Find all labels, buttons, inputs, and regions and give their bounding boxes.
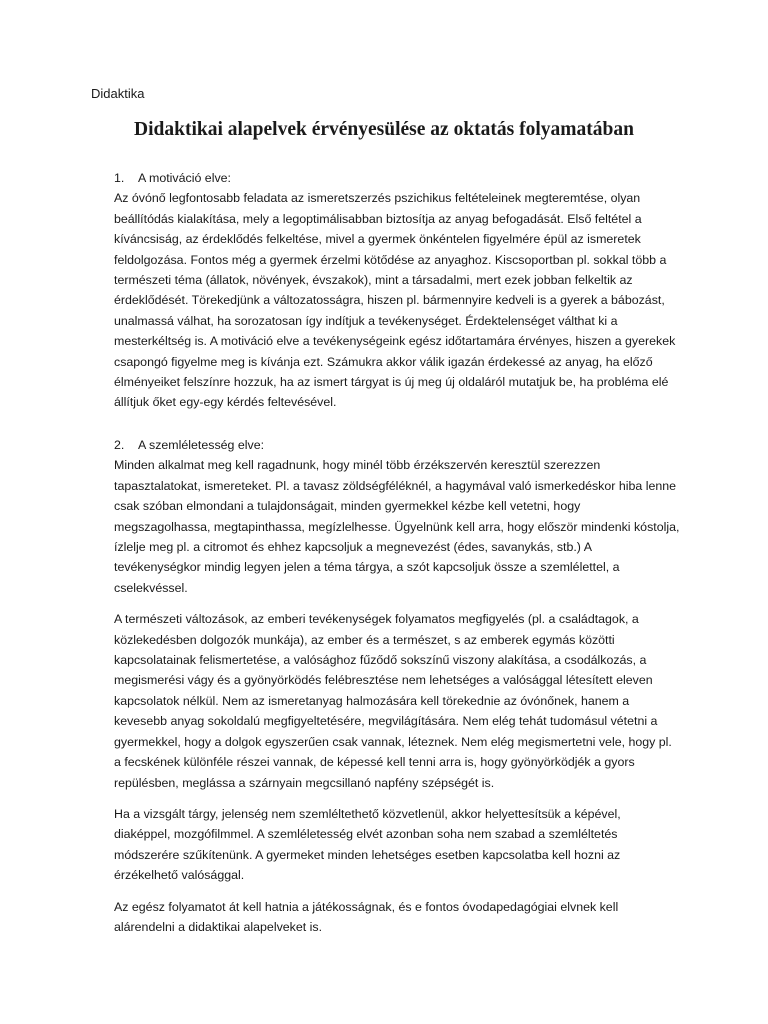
section-number: 2. — [114, 438, 125, 452]
section-title: A szemléletesség elve: — [138, 438, 265, 452]
section-number: 1. — [114, 171, 125, 185]
subject-label: Didaktika — [91, 86, 145, 101]
section-visualization — [114, 435, 680, 937]
paragraph: A természeti változások, az emberi tevékenységek folyamatos megfigyelés (pl. a családtagok, a közlekedésben dolgozók munkája), az ember és a természet, s az emberek egymás közötti kapcsolatainak felismertetése, a valósághoz fűződő sokszínű viszony alakítása, a csodálkozás, a megismerési vágy és a gyönyörködés felébresztése nem lehetséges a valósággal létesített eleven kapcsolatok nélkül. Nem az ismeretanyag halmozására kell törekednie az óvónőnek, hanem a kevesebb anyag sokoldalú megfigyeltetésére, megvilágítására. Nem elég tehát tudomásul vétetni a gyermekkel, hogy a dolgok egyszerűen csak vannak, léteznek. Nem elég megismertetni vele, hogy pl. a fecskének különféle részei vannak, de képessé kell tenni arra is, hogy gyönyörködjék a gyors repülésben, meglássa a szárnyain megcsillanó napfény szépségét is. — [114, 612, 672, 790]
section-motivation — [114, 168, 680, 413]
paragraph: Az egész folyamatot át kell hatnia a játékosságnak, és e fontos óvodapedagógiai elvnek kell alárendelni a didaktikai alapelveket is. — [114, 899, 619, 934]
paragraph: Minden alkalmat meg kell ragadnunk, hogy minél több érzékszervén keresztül szerezzen tapasztalatokat, ismereteket. Pl. a tavasz zöldségféléknél, a hagymával való ismerkedéskor hiba lenne csak szóban elmondani a tulajdonságait, minden gyermekkel kézbe kell vetetni, hogy megszagolhassa, megtapinthassa, megízlelhesse. Ügyelnünk kell arra, hogy először mindenki kóstolja, ízlelje meg pl. a citromot és ehhez kapcsoljuk a megnevezést (édes, savanykás, stb.) A tevékenységkor mindig legyen jelen a téma tárgya, a szót kapcsoljuk össze a szemlélettel, a cselekvéssel. — [114, 458, 680, 595]
paragraph: Az óvónő legfontosabb feladata az ismeretszerzés pszichikus feltételeinek megteremtése, olyan beállítódás kialakítása, mely a legoptimálisabban biztosítja az anyag befogadását. Első feltétel a kíváncsiság, az érdeklődés felkeltése, mivel a gyermek önkéntelen figyelmére épül az ismeretek feldolgozása. Fontos még a gyermek érzelmi kötődése az anyaghoz. Kiscsoportban pl. sokkal több a természeti téma (állatok, növények, évszakok), mint a társadalmi, mert ezek jobban felkeltik az érdeklődését. Törekedjünk a változatosságra, hiszen pl. bármennyire kedveli is a gyerek a bábozást, unalmassá válhat, ha sorozatosan így indítjuk a tevékenységet. Érdektelenséget válthat ki a mesterkéltség is. A motiváció elve a tevékenységeink egész időtartamára érvényes, hiszen a gyerekek csapongó figyelme meg is kívánja ezt. Számukra akkor válik igazán érdekessé az anyag, ha előző élményeiket felszínre hozzuk, ha az ismert tárgyat is új meg új oldaláról mutatjuk be, ha probléma elé állítjuk őket egy-egy kérdés feltevésével. — [114, 191, 676, 410]
section-heading — [114, 435, 680, 455]
paragraph: Ha a vizsgált tárgy, jelenség nem szemléltethető közvetlenül, akkor helyettesítsük a képével, diaképpel, mozgófilmmel. A szemléletesség elvét azonban soha nem szabad a szemléltetés módszerére szűkítenünk. A gyermeket minden lehetséges esetben kapcsolatba kell hozni az érzékelhető valósággal. — [114, 806, 621, 883]
section-title: A motiváció elve: — [138, 171, 231, 185]
document-title: Didaktikai alapelvek érvényesülése az oktatás folyamatában — [134, 119, 634, 140]
section-heading — [114, 168, 680, 188]
